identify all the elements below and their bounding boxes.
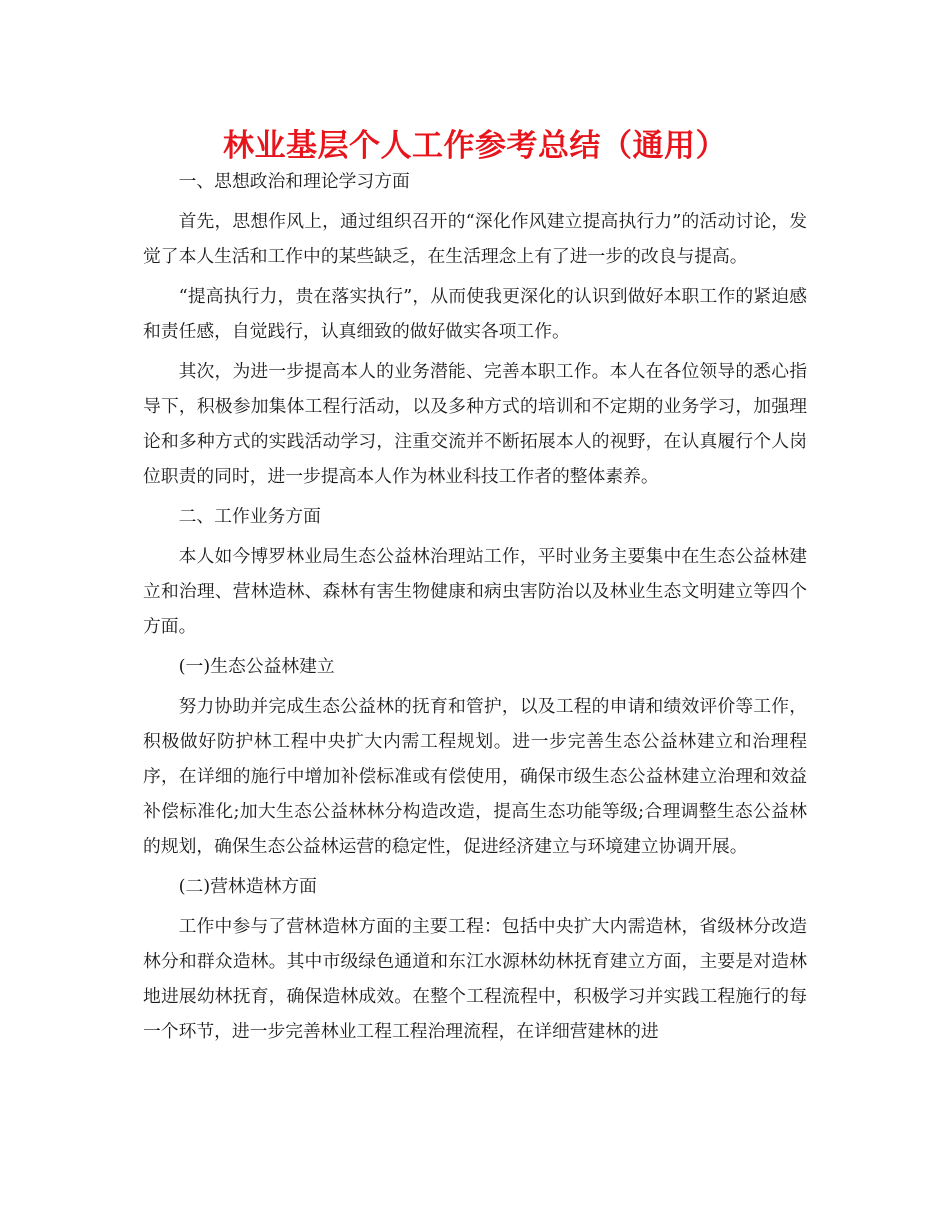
- subsection-heading: (二)营林造林方面: [178, 876, 317, 897]
- document-title: 林业基层个人工作参考总结（通用）: [223, 128, 727, 164]
- paragraph: 其次，为进一步提高本人的业务潜能、完善本职工作。本人在各位领导的悉心指导下，积极参加集体工程行活动，以及多种方式的培训和不定期的业务学习，加强理论和多种方式的实践活动学习，注重交流并不断拓展本人的视野，在认真履行个人岗位职责的同时，进一步提高本人作为林业科技工作者的整体素养。: [143, 361, 807, 487]
- paragraph: “提高执行力，贵在落实执行”，从而使我更深化的认识到做好本职工作的紧迫感和责任感，自觉践行，认真细致的做好做实各项工作。: [143, 286, 807, 342]
- section-heading: 一、思想政治和理论学习方面: [178, 171, 410, 192]
- paragraph: 本人如今博罗林业局生态公益林治理站工作，平时业务主要集中在生态公益林建立和治理、营林造林、森林有害生物健康和病虫害防治以及林业生态文明建立等四个方面。: [143, 546, 807, 637]
- paragraph: 努力协助并完成生态公益林的抚育和管护，以及工程的申请和绩效评价等工作，积极做好防护林工程中央扩大内需工程规划。进一步完善生态公益林建立和治理程序，在详细的施行中增加补偿标准或有偿使用，确保市级生态公益林建立治理和效益补偿标准化;加大生态公益林林分构造改造，提高生态功能等级;合理调整生态公益林的规划，确保生态公益林运营的稳定性，促进经济建立与环境建立协调开展。: [143, 696, 807, 857]
- section-heading: 二、工作业务方面: [178, 506, 321, 527]
- paragraph: 首先，思想作风上，通过组织召开的“深化作风建立提高执行力”的活动讨论，发觉了本人生活和工作中的某些缺乏，在生活理念上有了进一步的改良与提高。: [143, 211, 807, 267]
- paragraph: 工作中参与了营林造林方面的主要工程：包括中央扩大内需造林，省级林分改造林分和群众造林。其中市级绿色通道和东江水源林幼林抚育建立方面，主要是对造林地进展幼林抚育，确保造林成效。在整个工程流程中，积极学习并实践工程施行的每一个环节，进一步完善林业工程工程治理流程，在详细营建林的进: [143, 916, 807, 1042]
- subsection-heading: (一)生态公益林建立: [178, 656, 335, 677]
- document-body: [143, 164, 807, 1049]
